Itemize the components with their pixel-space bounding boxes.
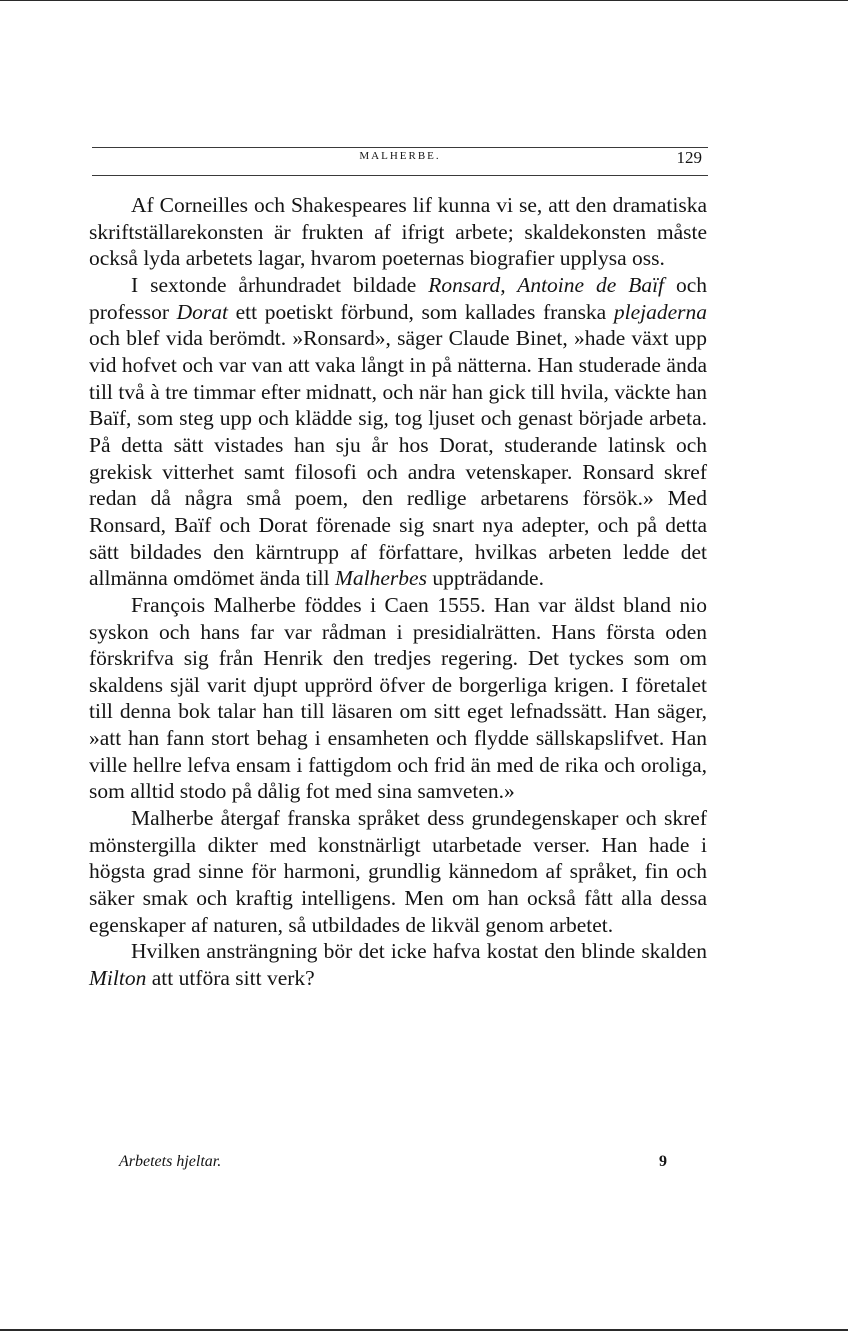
italic-name: plejaderna (613, 299, 707, 324)
page-header (92, 137, 710, 179)
body-text (89, 192, 707, 992)
paragraph-corneille: Af Corneilles och Shakespeares lif kunna vi se, att den dramatiska skriftställarekonsten är frukten af ifrigt arbete; skaldekonsten måste också lyda arbetets lagar, hvarom poeternas biografier upplysa oss. (89, 193, 707, 271)
header-rule-bottom (92, 175, 708, 176)
text-run: och blef vida berömdt. »Ronsard», säger Claude Binet, »hade växt upp vid hofvet och var van att vaka långt in på nätterna. Han studerade ända till två à tre timmar efter midnatt, och när han gick till hvila, väckte han Baïf, som steg upp och klädde sig, tog ljuset och genast började arbeta. På detta sätt vistades han sju år hos Dorat, studerande latinsk och grekisk vitterhet samt filosofi och andra vetenskaper. Ronsard skref redan då några små poem, den redlige arbetarens försök.» Med Ronsard, Baïf och Dorat förenade sig snart nya adepter, och på detta sätt bildades den kärntrupp af författare, hvilkas arbeten ledde det allmänna omdömet ända till (89, 326, 707, 591)
italic-name: Milton (89, 966, 147, 991)
text-run: uppträdande. (426, 566, 544, 591)
text-run: I sextonde århundradet bildade (131, 272, 429, 297)
text-run: Hvilken ansträngning bör det icke hafva kostat den blinde skalden (131, 939, 707, 964)
signature-text: Arbetets hjeltar. (119, 1153, 222, 1170)
italic-name: Malherbes (335, 566, 427, 591)
page-number: 129 (676, 148, 702, 167)
text-run: ett poetiskt förbund, som kallades franska (228, 299, 614, 324)
header-rule-top (92, 147, 708, 148)
italic-name: Dorat (176, 299, 228, 324)
paragraph-milton (89, 938, 707, 991)
paragraph-malherbe-birth: François Malherbe föddes i Caen 1555. Han var äldst bland nio syskon och hans far var rådman i presidialrätten. Hans första oden förskrifva sig från Henrik den tredjes regering. Det tyckes som om skaldens själ varit djupt upprörd öfver de borgerliga krigen. I företalet till denna bok talar han till läsaren om sitt eget lefnadssätt. Han säger, »att han fann stort behag i ensamheten och flydde sällskapslifvet. Han ville hellre lefva ensam i fattigdom och frid än med de rika och oroliga, som alltid stodo på dålig fot med sina samveten.» (89, 592, 707, 804)
page-top-edge (0, 0, 848, 1)
page-footer (119, 1153, 679, 1177)
running-head: MALHERBE. (359, 150, 441, 162)
text-run: och professor (89, 272, 707, 324)
signature-mark: 9 (659, 1153, 667, 1170)
text-run: att utföra sitt verk? (146, 966, 315, 991)
paragraph-ronsard (89, 272, 707, 592)
paragraph-malherbe-language: Malherbe återgaf franska språket dess grundegenskaper och skref mönstergilla dikter med konstnärligt utarbetade verser. Han hade i högsta grad sinne för harmoni, grundlig kännedom af språket, fin och säker smak och kraftig intelligens. Men om han också fått alla dessa egenskaper af naturen, så utbildades de likväl genom arbetet. (89, 806, 707, 937)
italic-name: Ronsard, Antoine de Baïf (428, 272, 665, 297)
